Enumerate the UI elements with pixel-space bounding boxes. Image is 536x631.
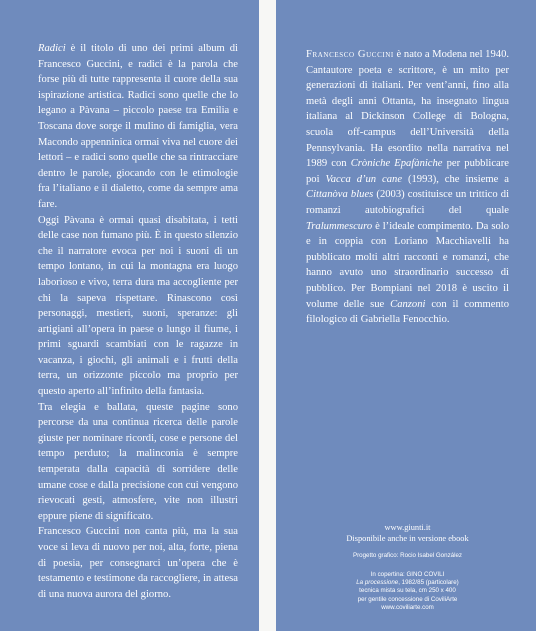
synopsis-text: Radici [38,43,66,54]
biography-text: è l’ideale compimento. Da solo e in coppia con Loriano Macchiavelli ha pubblicato molti altri racconti e romanzi, che hanno avuto uno straordinario successo di pubblico. Per Bompiani nel 2018 è uscito il volume delle sue [306,220,509,310]
biography-text: con il commento filologico di Gabriella Fenocchio. [306,298,509,326]
cover-credit-line [306,579,509,587]
ebook-availability-note: Disponibile anche in versione ebook [346,534,469,543]
synopsis-paragraph [38,524,238,602]
cover-credit-line [306,571,509,579]
synopsis-text: Francesco Guccini non canta più, ma la sua voce si leva di nuovo per noi, alta, forte, piena di poesia, per consegnarci un’opera che è testamento e testimone da raccogliere, in attesa di una nuova aurora del giorno. [38,526,238,600]
book-synopsis [38,41,238,602]
biography-text: Francesco Guccini [306,49,394,60]
cover-credit-line [306,604,509,612]
biography-text: Canzoni [390,298,426,310]
publisher-website: www.giunti.it [384,523,431,532]
cover-credit-text: La processione [356,579,399,587]
cover-credit-line [306,587,509,595]
biography-text: Cròniche Epafàniche [350,158,443,170]
biography-text: (1993), che insieme a [402,173,510,185]
biography-text: Cittanòva blues [306,189,374,201]
synopsis-paragraph [38,400,238,525]
synopsis-paragraph [38,41,238,213]
biography-paragraph [306,47,509,328]
biography-text: Vacca d’un cane [325,173,403,185]
cover-credit-text: In copertina: GINO COVILI [370,571,445,578]
back-flap [0,0,259,631]
synopsis-text: è il titolo di uno dei primi album di Francesco Guccini, e radici è la parola che forse più di tutte rappresenta il cuore della sua ispirazione artistica. Radici sono quelle che lo legano a Pàvana – piccolo paese tra Emilia e Toscana dove sorge il mulino di famiglia, vera Macondo appenninica ormai viva nel cuore dei lettori – e radici sono quelle che sa rintracciare dentro le parole, giocando con le etimologie fra l’italiano e il dialetto, come da sempre ama fare. [38,43,238,210]
front-flap [276,0,536,631]
biography-text: per pubblicare poi [306,158,509,185]
cover-image-credit [306,571,509,612]
biography-text: (2003) costituisce un trittico di romanzi autobiografici del quale [306,189,510,216]
biography-text: è nato a Modena nel 1940. Cantautore poeta e scrittore, è un mito per generazioni di italiani. Per vent’anni, fino alla metà degli anni Ottanta, ha insegnato lingua italiana al Dickinson College di Bologna, scuola off-campus dell’Università della Pennsylvania. Ha esordito nella narrativa nel 1989 con [306,49,510,170]
synopsis-text: Tra elegia e ballata, queste pagine sono percorse da una continua ricerca delle parole giuste per nominare ricordi, cose e persone del tempo perduto; la malinconia è sempre temperata dalla capacità di sorridere delle umane cose e dalla precisione con cui vengono rievocati gesti, atmosfere, vite non illustri eppure piene di significato. [38,401,238,522]
cover-credit-text: per gentile concessione di CoviliArte [357,595,458,603]
author-biography [306,47,509,328]
synopsis-text: Oggi Pàvana è ormai quasi disabitata, i tetti delle case non fumano più. È in questo silenzio che il narratore evoca per noi i suoni di un tempo lontano, in cui la montagna era luogo laborioso e vivo, terra dura ma accogliente per chi la sapeva rispettare. Rinascono così personaggi, mestieri, suoni, speranze: gli artigiani all’opera in paese o lungo il fiume, i primi sguardi scambiati con le ragazze in vacanza, i giochi, gli animali e i frutti della terra, un orizzonte piccolo ma proprio per questo aperto all’infinito della fantasia. [38,214,238,398]
synopsis-paragraph [38,213,238,400]
publisher-imprint [306,522,509,560]
cover-credit-text: tecnica mista su tela, cm 250 x 400 [359,587,456,595]
biography-text: Tralummescuro [306,220,373,232]
cover-credit-text: www.coviliarte.com [381,603,434,611]
cover-credit-line [306,596,509,604]
graphic-design-credit: Progetto grafico: Rocio Isabel González [352,552,463,559]
cover-credit-text: , 1982/85 (particolare) [398,579,459,587]
